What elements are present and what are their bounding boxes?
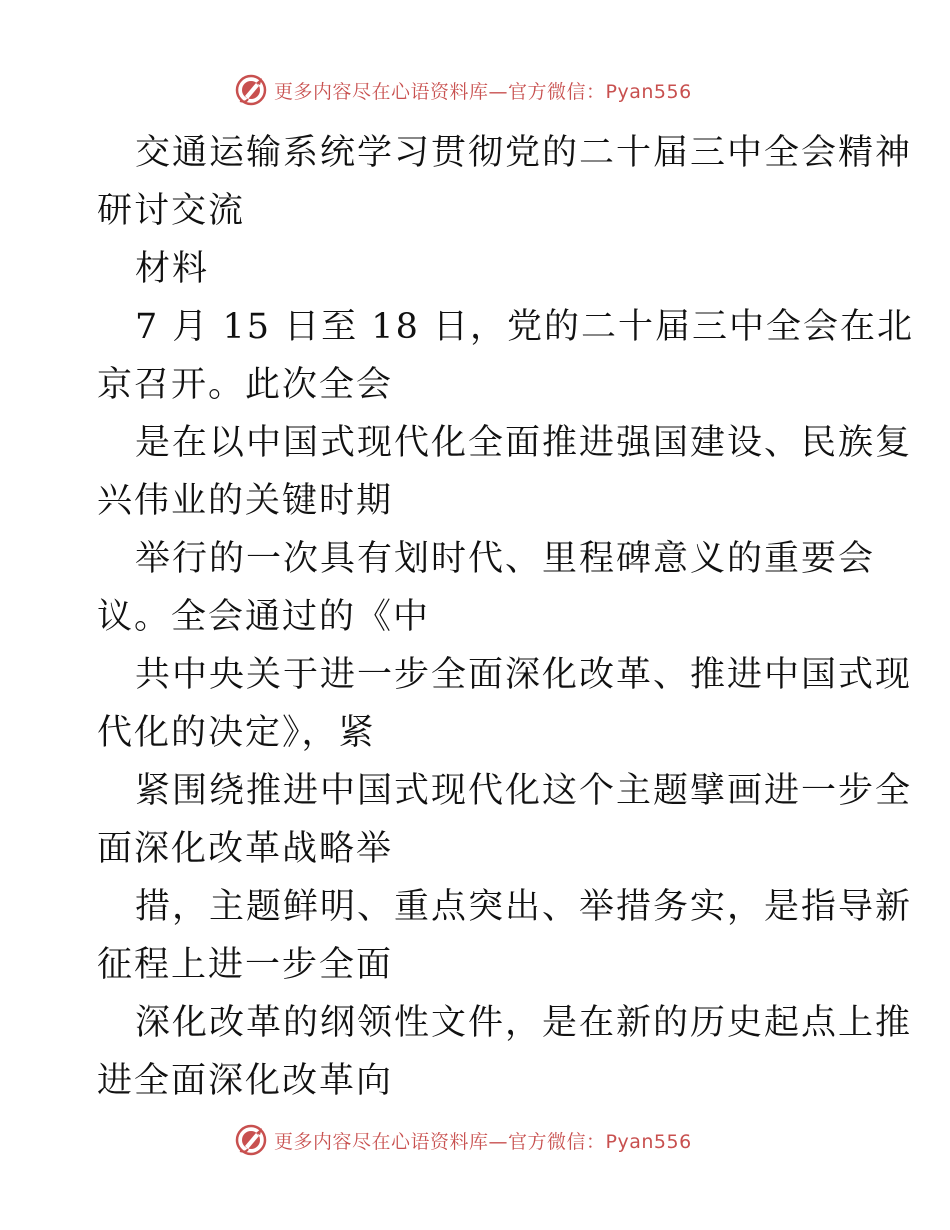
text-line: 举行的一次具有划时代、里程碑意义的重要会 [135, 539, 876, 579]
text-line: 面深化改革战略举 [97, 829, 394, 869]
text-line: 材料 [135, 249, 210, 289]
text-line: 紧围绕推进中国式现代化这个主题擘画进一步全 [135, 771, 913, 811]
text-line: 深化改革的纲领性文件，是在新的历史起点上推 [135, 1003, 913, 1043]
text-line: 代化的决定》，紧 [97, 713, 376, 753]
watermark-text: 更多内容尽在心语资料库—官方微信：Pyan556 [274, 80, 692, 103]
watermark-text: 更多内容尽在心语资料库—官方微信：Pyan556 [274, 1130, 692, 1153]
text-line: 京召开。此次全会 [97, 365, 394, 405]
text-line: 交通运输系统学习贯彻党的二十届三中全会精神 [135, 133, 913, 173]
footer-watermark [234, 1122, 692, 1158]
text-line: 研讨交流 [97, 191, 246, 231]
text-line: 措，主题鲜明、重点突出、举措务实，是指导新 [135, 887, 913, 927]
header-watermark [234, 72, 692, 108]
text-line: 征程上进一步全面 [97, 945, 394, 985]
text-line: 是在以中国式现代化全面推进强国建设、民族复 [135, 423, 913, 463]
text-line: 进全面深化改革向 [97, 1061, 394, 1101]
document-body [97, 124, 914, 1110]
text-line: 共中央关于进一步全面深化改革、推进中国式现 [135, 655, 913, 695]
text-line: 议。全会通过的《中 [97, 597, 431, 637]
quill-pen-logo-icon [234, 1123, 268, 1157]
text-line: 兴伟业的关键时期 [97, 481, 394, 521]
quill-pen-logo-icon [234, 73, 268, 107]
text-line: 7 月 15 日至 18 日，党的二十届三中全会在北 [135, 307, 914, 347]
